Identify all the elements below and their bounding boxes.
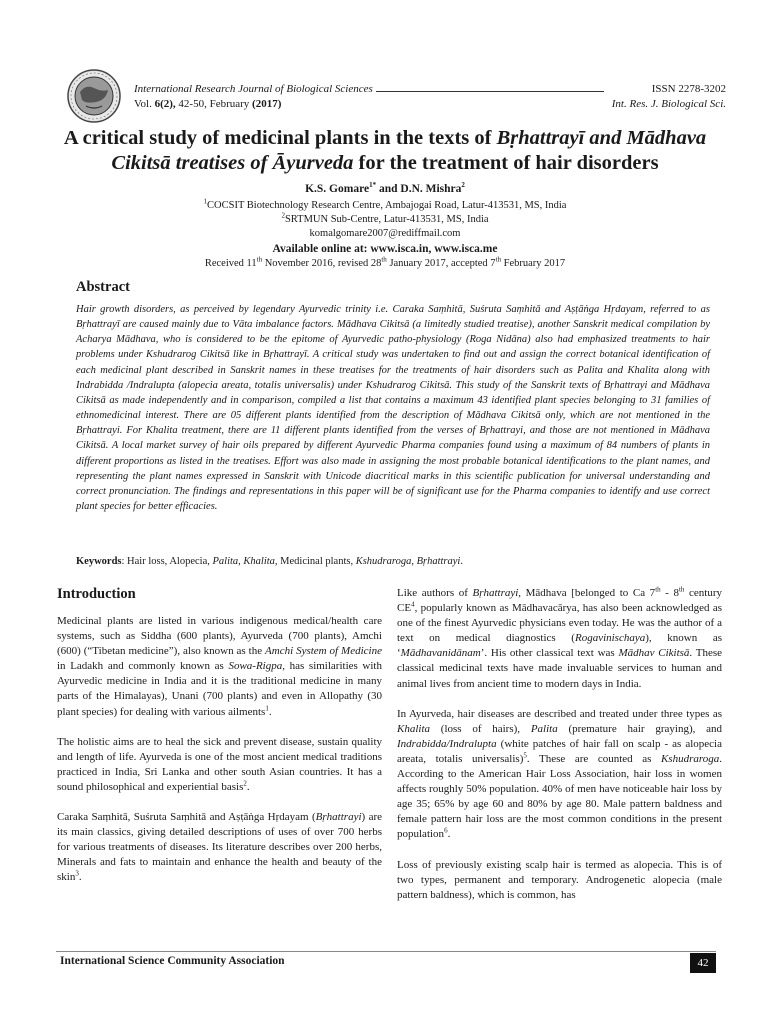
title-part-3: Cikitsā treatises of Āyurveda bbox=[111, 152, 354, 174]
title-part-4: for the treatment of hair disorders bbox=[358, 152, 659, 174]
title-part-1: A critical study of medicinal plants in the texts of bbox=[63, 127, 492, 149]
r1c: Mādhava [belonged to Ca 7 bbox=[521, 587, 656, 599]
aff1-sup: 1 bbox=[203, 197, 208, 206]
i1a: Medicinal plants are listed in various indigenous medical/health care systems, such as Siddha (600 plants), Ayurveda (700 plants), Amchi (600) (“Tibetan medicine”), also known as the bbox=[57, 615, 382, 658]
kw-1: : Hair loss, Alopecia, bbox=[121, 556, 213, 567]
i2-sup: 2 bbox=[243, 779, 247, 788]
journal-header bbox=[134, 82, 726, 97]
i1b: Amchi System of Medicine bbox=[265, 645, 382, 658]
affiliation-1 bbox=[40, 199, 730, 213]
header-rule bbox=[376, 91, 604, 92]
i2a: The holistic aims are to heal the sick and prevent disease, sustain quality and length of life. Ayurveda is one of the most ancient medical traditions practiced in India, Sri Lanka and other south Asian countries. It has a sound philosophical and experiential basis bbox=[57, 735, 382, 793]
author-1: K.S. Gomare bbox=[305, 183, 370, 195]
i2b: . bbox=[246, 780, 250, 793]
i3a: Caraka Saṃhitā, Suśruta Saṃhitā and Aṣṭāṅga Hṛdayam ( bbox=[57, 811, 316, 824]
recv-2: November 2016, revised 28 bbox=[262, 258, 382, 269]
abstract-text: Hair growth disorders, as perceived by legendary Ayurvedic trinity i.e. Caraka Saṃhitā, Suśruta Saṃhitā and Aṣṭāṅga Hṛdayam, referred to as Bṛhattrayī are caused mainly due to Vāta imbalance factors. Mādhava Cikitsā (a limitedly studied treatise), another Sanskrit medical compilation by Acharya Mādhava, who is considered to be the epitome of Ayurvedic patho-physiology (Roga Nidāna) also had emphasized treatments to hair problems under Kshudrarog Cikitsā like in Bṛhattrayī. A critical study was undertaken to find out and assign the correct botanical identification of each medicinal plant described in Sanskrit names in these treatises for the treatments of hair disorders such as Palita and Khalita along with Indrabidda /Indralupta (alopecia areata, totalis universalis) under Kshudrarog Cikitsā. This study of the Sanskrit texts of Bṛhattrayi and Mādhava Cikitsā as made independently and in comparison, compiled a list that contains a maximum 43 identified plant species belonging to 31 families of ethnomedicinal interest. There are 05 different plants identified from the description of Mādhava Cikitsā only, which are not mentioned in the Bṛhattrayi. For Khalita treatment, there are 11 different plants identified from the verses of Bṛhattrayi, and those are not mentioned in Mādhava Cikitsā. A local market survey of hair oils prepared by different Ayurvedic Pharma companies found using a maximum of 84 numbers of plants in different proportions as listed in the treatises. Effort was also made in assigning the most probable botanical identifications to the plant names, and representing the plant names expressed in Sanskrit with Unicode diacritical marks in this scientific publication for universal understanding and correct pronunciation. The findings and representations in this paper will be of significant use for the Pharma companies to identify and use correct plant species for better efficacies. bbox=[76, 304, 710, 513]
i3d: . bbox=[78, 871, 82, 884]
volume: 6(2), bbox=[154, 98, 176, 110]
journal-abbr: Int. Res. J. Biological Sci. bbox=[611, 98, 726, 110]
r2a: In Ayurveda, hair diseases are described and treated under three types as bbox=[397, 707, 722, 720]
r1-sup2: th bbox=[678, 585, 685, 594]
r1-sup1: th bbox=[655, 585, 661, 594]
i3-sup: 3 bbox=[75, 869, 79, 878]
recv-3: January 2017, accepted 7 bbox=[386, 258, 496, 269]
journal-name: International Research Journal of Biological Sciences bbox=[134, 83, 373, 95]
recv-2-sup: th bbox=[381, 255, 387, 264]
aff2-sup: 2 bbox=[281, 211, 285, 220]
year: (2017) bbox=[252, 98, 282, 110]
r2f: Indrabidda/Indralupta bbox=[397, 737, 497, 750]
i1c: in Ladakh and commonly known as bbox=[57, 660, 229, 673]
i1e: , has similarities with Ayurvedic medicine in India and it is the traditional medicine in many parts of the Himalayas), Unani (700 plants) and even in Allopathy (30 plant species) for dealing with various ailments bbox=[57, 660, 382, 718]
recv-1: Received 11 bbox=[204, 258, 257, 269]
available-online: Available online at: www.isca.in, www.isca.me bbox=[272, 243, 498, 255]
r1e: century CE bbox=[397, 587, 723, 615]
right-paragraph-2 bbox=[397, 707, 722, 843]
email[interactable]: komalgomare2007@rediffmail.com bbox=[309, 228, 461, 239]
r2k: . bbox=[447, 828, 451, 841]
intro-paragraph-3 bbox=[57, 810, 382, 885]
author-and: and bbox=[376, 183, 401, 195]
r1a: Like authors of bbox=[397, 587, 473, 599]
i1f: . bbox=[268, 705, 272, 718]
volume-line bbox=[134, 97, 726, 112]
kw-6: Kshudraroga bbox=[355, 556, 412, 567]
r2j: . According to the American Hair Loss Association, hair loss in women affects roughly 50% population. 40% of men have noticeable hair loss by age 35; 65% by age 60 and 80% by age 80. Male pattern baldness and female pattern hair loss are the most common conditions in the present population bbox=[397, 752, 722, 841]
recv-3-sup: th bbox=[495, 255, 502, 264]
r1l: . These classical medicinal texts have made invaluable services to human and animal lives from ancient time to modern days in India. bbox=[397, 647, 722, 690]
received-dates bbox=[40, 255, 730, 269]
aff2-text: SRTMUN Sub-Centre, Latur-413531, MS, India bbox=[284, 214, 489, 225]
journal-logo bbox=[66, 68, 122, 124]
footer-organization: International Science Community Association bbox=[60, 955, 285, 967]
r2g: (white patches of hair fall on scalp - as alopecia areata, totalis universalis) bbox=[397, 737, 722, 765]
r2-sup2: 6 bbox=[444, 826, 448, 835]
kw-2: Palita bbox=[212, 556, 239, 567]
kw-7: , bbox=[411, 556, 417, 567]
r1f: , popularly known as Mādhavacārya, has also been acknowledged as one of the finest Ayurvedic physicians even today. He was the author of a text on medical diagnostics ( bbox=[397, 602, 722, 645]
left-column bbox=[57, 614, 382, 901]
r1h: ), known as ‘ bbox=[397, 632, 722, 660]
keywords bbox=[76, 556, 716, 567]
r1-sup3: 4 bbox=[411, 600, 415, 609]
recv-1-sup: th bbox=[256, 255, 263, 264]
r2b: Khalita bbox=[397, 722, 431, 735]
author-1-sup: 1* bbox=[369, 181, 377, 190]
r1d: - 8 bbox=[660, 587, 679, 599]
kw-4: Khalita bbox=[243, 556, 275, 567]
aff1-text: COCSIT Biotechnology Research Centre, Ambajogai Road, Latur-413531, MS, India bbox=[207, 200, 567, 211]
r2i: Kshudraroga bbox=[660, 752, 720, 765]
pages-date: 42-50, February bbox=[178, 98, 250, 110]
kw-8: Bṛhattrayi bbox=[416, 556, 461, 567]
i1d: Sowa-Rigpa bbox=[228, 660, 283, 673]
right-paragraph-3: Loss of previously existing scalp hair is termed as alopecia. This is of two types, permanent and temporary. Androgenetic alopecia (male pattern baldness), which is common, has bbox=[397, 858, 722, 901]
keywords-label: Keywords bbox=[76, 556, 122, 567]
author-2: D.N. Mishra bbox=[400, 183, 462, 195]
r1k: Mādhav Cikitsā bbox=[618, 647, 690, 660]
authors bbox=[40, 183, 730, 195]
r2d: Palita bbox=[530, 722, 558, 735]
title-part-2: Bṛhattrayī and Mādhava bbox=[496, 127, 707, 149]
r1j: ’. His other classical text was bbox=[480, 647, 619, 660]
r1g: Rogavinischaya bbox=[574, 632, 646, 645]
kw-5: , Medicinal plants, bbox=[274, 556, 356, 567]
issn: ISSN 2278-3202 bbox=[651, 83, 726, 95]
kw-3: , bbox=[238, 556, 244, 567]
paper-title bbox=[40, 126, 730, 176]
introduction-heading: Introduction bbox=[57, 586, 136, 602]
i3c: ) are its main classics, giving detailed descriptions of uses of over 700 herbs for various treatments of diseases. Its literature describes over 200 herbs, Minerals and fats to maintain and enhance the health and beauty of the skin bbox=[57, 811, 382, 884]
r2h: . These are counted as bbox=[526, 752, 661, 765]
right-column bbox=[397, 586, 722, 918]
i3b: Bṛhattrayi bbox=[315, 811, 362, 824]
vol-prefix: Vol. bbox=[134, 98, 152, 110]
kw-9: . bbox=[460, 556, 463, 567]
r1i: Mādhavanidānam bbox=[400, 647, 481, 660]
r1b: Bṛhattrayi, bbox=[472, 587, 522, 599]
intro-paragraph-2 bbox=[57, 735, 382, 795]
r2c: (loss of hairs), bbox=[430, 722, 531, 735]
page-number: 42 bbox=[690, 953, 716, 973]
i1-sup: 1 bbox=[265, 703, 269, 712]
r2e: (premature hair graying), and bbox=[557, 722, 722, 735]
r2-sup: 5 bbox=[523, 751, 527, 760]
right-paragraph-1 bbox=[397, 586, 722, 692]
intro-paragraph-1 bbox=[57, 614, 382, 720]
affiliation-2 bbox=[40, 213, 730, 227]
author-2-sup: 2 bbox=[461, 181, 465, 190]
abstract-heading: Abstract bbox=[76, 279, 130, 295]
recv-4: February 2017 bbox=[501, 258, 566, 269]
